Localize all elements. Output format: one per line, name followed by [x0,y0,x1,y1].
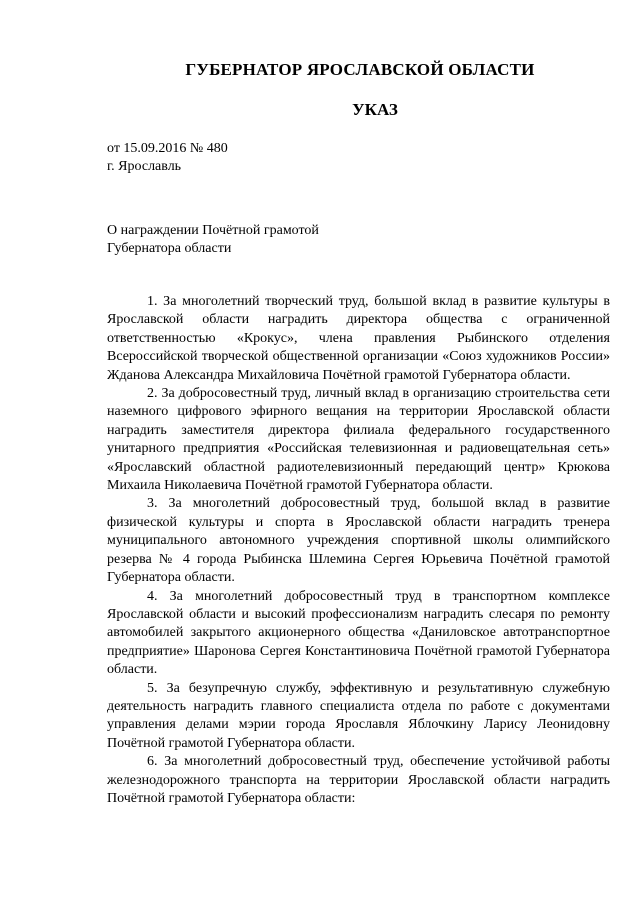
authority-title: ГУБЕРНАТОР ЯРОСЛАВСКОЙ ОБЛАСТИ [185,60,535,79]
document-subject [107,222,319,258]
paragraph-1: 1. За многолетний творческий труд, большой вклад в развитие культуры в Ярославской области наградить директора общества с ограниченной ответственностью «Крокус», члена правления Рыбинского отделения Всероссийской творческой общественной организации «Союз художников России» Жданова Александра Михайловича Почётной грамотой Губернатора области. [107,294,610,383]
paragraph-4: 4. За многолетний добросовестный труд в транспортном комплексе Ярославской области и высокий профессионализм наградить слесаря по ремонту автомобилей закрытого акционерного общества «Даниловское автотранспортное предприятие» Шаронова Сергея Константиновича Почётной грамотой Губернатора области. [107,588,610,678]
city: г. Ярославль [107,159,182,174]
document-body [107,293,610,808]
document-meta [107,140,228,176]
subject-line-1: О награждении Почётной грамотой [107,223,319,238]
document-type: УКАЗ [352,100,398,119]
paragraph-3: 3. За многолетний добросовестный труд, большой вклад в развитие физической культуры и спорта в Ярославской области наградить тренера муниципального автономного учреждения спортивной школы олимпийского резерва № 4 города Рыбинска Шлемина Сергея Юрьевича Почётной грамотой Губернатора области. [107,496,610,586]
subject-line-2: Губернатора области [107,241,232,256]
paragraph-5: 5. За безупречную службу, эффективную и результативную служебную деятельность наградить главного специалиста отдела по работе с документами управления делами мэрии города Ярославля Яблочкину Ларису Леонидовну Почётной грамотой Губернатора области. [107,680,610,751]
date-number: от 15.09.2016 № 480 [107,141,228,156]
paragraph-6: 6. За многолетний добросовестный труд, обеспечение устойчивой работы железнодорожного транспорта на территории Ярославской области наградить Почётной грамотой Губернатора области: [107,754,610,806]
paragraph-2: 2. За добросовестный труд, личный вклад в организацию строительства сети наземного цифрового эфирного вещания на территории Ярославской области наградить заместителя директора филиала федерального государственного унитарного предприятия «Российская телевизионная и радиовещательная сеть» «Ярославский областной радиотелевизионный передающий центр» Крюкова Михаила Николаевича Почётной грамотой Губернатора области. [107,386,610,494]
